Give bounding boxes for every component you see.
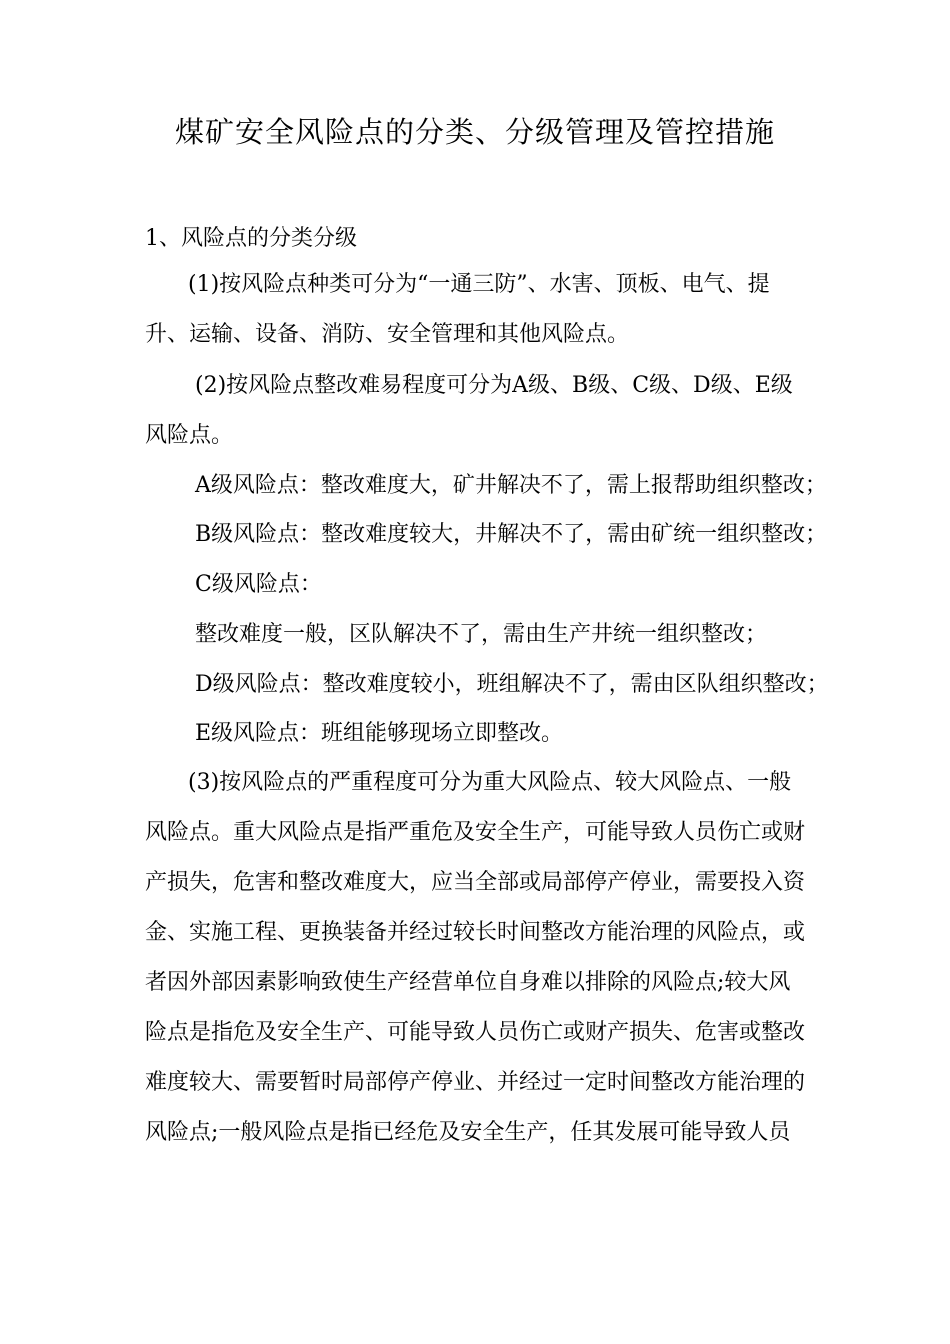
level-line: E级风险点：班组能够现场立即整改。 (195, 721, 564, 746)
level-line: B级风险点：整改难度较大，井解决不了，需由矿统一组织整改； (195, 522, 828, 547)
paragraph-line: 险点是指危及安全生产、可能导致人员伤亡或财产损失、危害或整改 (145, 1020, 806, 1045)
paragraph-line: 风险点;一般风险点是指已经危及安全生产，任其发展可能导致人员 (145, 1120, 791, 1145)
paragraph-line: 风险点。重大风险点是指严重危及安全生产，可能导致人员伤亡或财 (145, 820, 806, 845)
paragraph-line: 产损失，危害和整改难度大，应当全部或局部停产停业，需要投入资 (145, 870, 806, 895)
level-line: A级风险点：整改难度大，矿井解决不了，需上报帮助组织整改； (195, 473, 827, 498)
paragraph-line: (2)按风险点整改难易程度可分为A级、B级、C级、D级、E级 (195, 373, 793, 398)
level-line: C级风险点： (195, 572, 322, 597)
document-title: 煤矿安全风险点的分类、分级管理及管控措施 (174, 115, 775, 149)
paragraph-line: 者因外部因素影响致使生产经营单位自身难以排除的风险点;较大风 (145, 970, 791, 995)
paragraph-line: (1)按风险点种类可分为“一通三防”、水害、顶板、电气、提 (188, 272, 770, 297)
paragraph-line: 升、运输、设备、消防、安全管理和其他风险点。 (145, 322, 630, 347)
level-line: 整改难度一般，区队解决不了，需由生产井统一组织整改； (195, 622, 768, 647)
paragraph-line: 难度较大、需要暂时局部停产停业、并经过一定时间整改方能治理的 (145, 1070, 806, 1095)
level-line: D级风险点：整改难度较小，班组解决不了，需由区队组织整改； (195, 672, 829, 697)
paragraph-line: 风险点。 (145, 423, 234, 448)
paragraph-line: (3)按风险点的严重程度可分为重大风险点、较大风险点、一般 (188, 770, 792, 795)
section-heading: 1、风险点的分类分级 (145, 226, 357, 251)
paragraph-line: 金、实施工程、更换装备并经过较长时间整改方能治理的风险点，或 (145, 920, 806, 945)
